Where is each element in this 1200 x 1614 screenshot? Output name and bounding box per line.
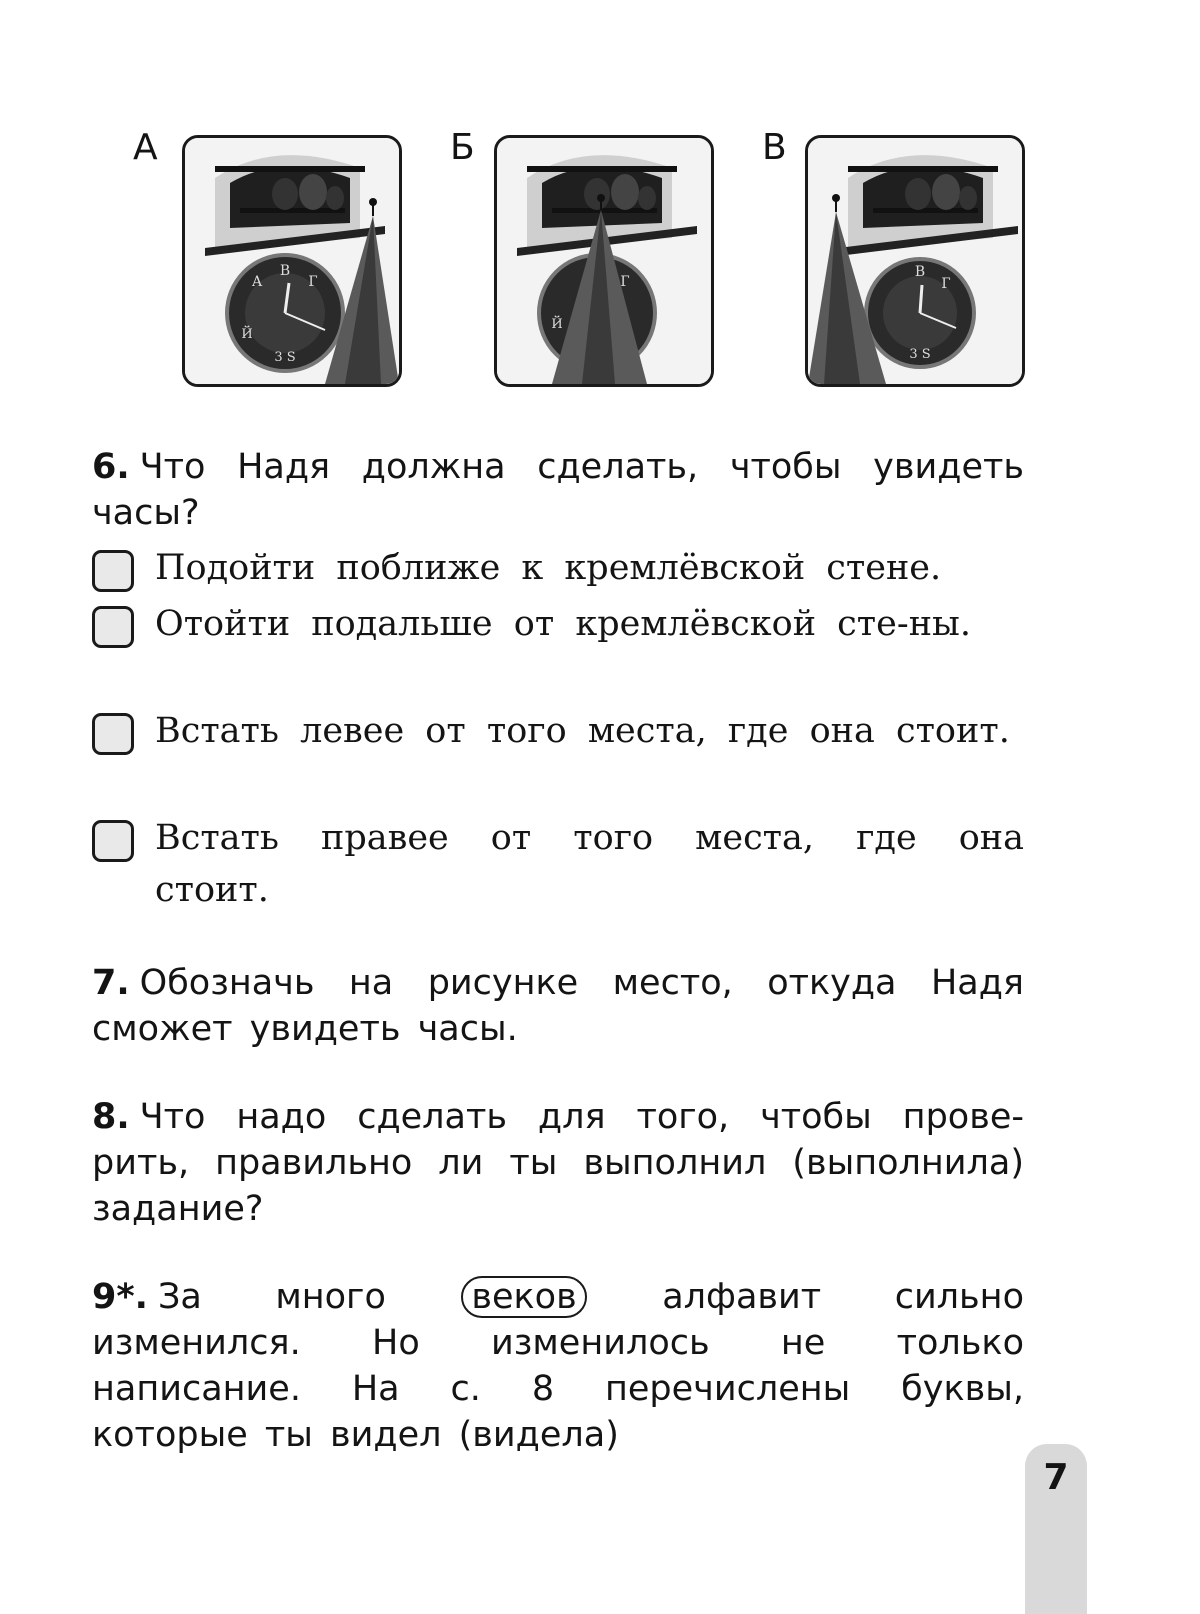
question-8-text: Что надо сделать для того, чтобы прове-рить, правильно ли ты выполнил (выполнила) задание? <box>92 1097 1024 1229</box>
circled-word: веков <box>461 1276 586 1318</box>
svg-text:Г: Г <box>620 274 630 290</box>
option-2-text: Отойти подальше от кремлёвской сте-ны. <box>155 604 971 644</box>
option-4-checkbox[interactable] <box>92 820 134 862</box>
option-1-checkbox[interactable] <box>92 550 134 592</box>
svg-text:В: В <box>279 263 291 279</box>
option-1-text: Подойти поближе к кремлёвской стене. <box>155 548 942 588</box>
photo-a <box>182 135 402 387</box>
svg-text:3 S: 3 S <box>909 347 931 362</box>
svg-text:Й: Й <box>551 317 563 332</box>
question-6-number: 6. <box>92 447 130 487</box>
option-4[interactable] <box>92 820 1024 924</box>
option-3[interactable] <box>92 713 1024 765</box>
photo-label-c: В <box>762 127 787 168</box>
question-7-number: 7. <box>92 963 130 1003</box>
svg-text:3 S: 3 S <box>274 350 296 365</box>
option-3-checkbox[interactable] <box>92 713 134 755</box>
question-8-number: 8. <box>92 1097 130 1137</box>
question-8 <box>92 1094 1024 1232</box>
svg-text:В: В <box>914 264 926 280</box>
page-number: 7 <box>1043 1457 1069 1498</box>
option-1[interactable] <box>92 550 1024 602</box>
option-3-text: Встать левее от того места, где она стоит. <box>155 711 1010 751</box>
clock-tower-illustration-c <box>808 138 1022 384</box>
option-4-text: Встать правее от того места, где она стоит. <box>155 818 1024 910</box>
option-2[interactable] <box>92 606 1024 658</box>
svg-text:Й: Й <box>241 327 253 342</box>
svg-text:А: А <box>251 274 263 290</box>
clock-tower-illustration-b <box>497 138 711 384</box>
photo-c <box>805 135 1025 387</box>
photo-label-a: А <box>133 127 158 168</box>
question-9 <box>92 1274 1024 1458</box>
option-2-checkbox[interactable] <box>92 606 134 648</box>
question-6-text: Что Надя должна сделать, чтобы увидеть часы? <box>92 447 1024 533</box>
question-9-text-before: За много <box>157 1277 386 1317</box>
question-9-number: 9*. <box>92 1277 148 1317</box>
svg-text:Г: Г <box>308 274 318 290</box>
photo-label-b: Б <box>450 127 475 168</box>
question-6 <box>92 444 1024 536</box>
clock-tower-illustration-a <box>185 138 399 384</box>
svg-text:Г: Г <box>941 276 951 292</box>
question-7-text: Обозначь на рисунке место, откуда Надя сможет увидеть часы. <box>92 963 1024 1049</box>
question-7 <box>92 960 1024 1052</box>
question-9-text-after: алфавит сильно изменился. Но изменилось не только написание. На с. 8 перечислены буквы, которые ты видел (видела) <box>92 1277 1024 1455</box>
photo-b <box>494 135 714 387</box>
